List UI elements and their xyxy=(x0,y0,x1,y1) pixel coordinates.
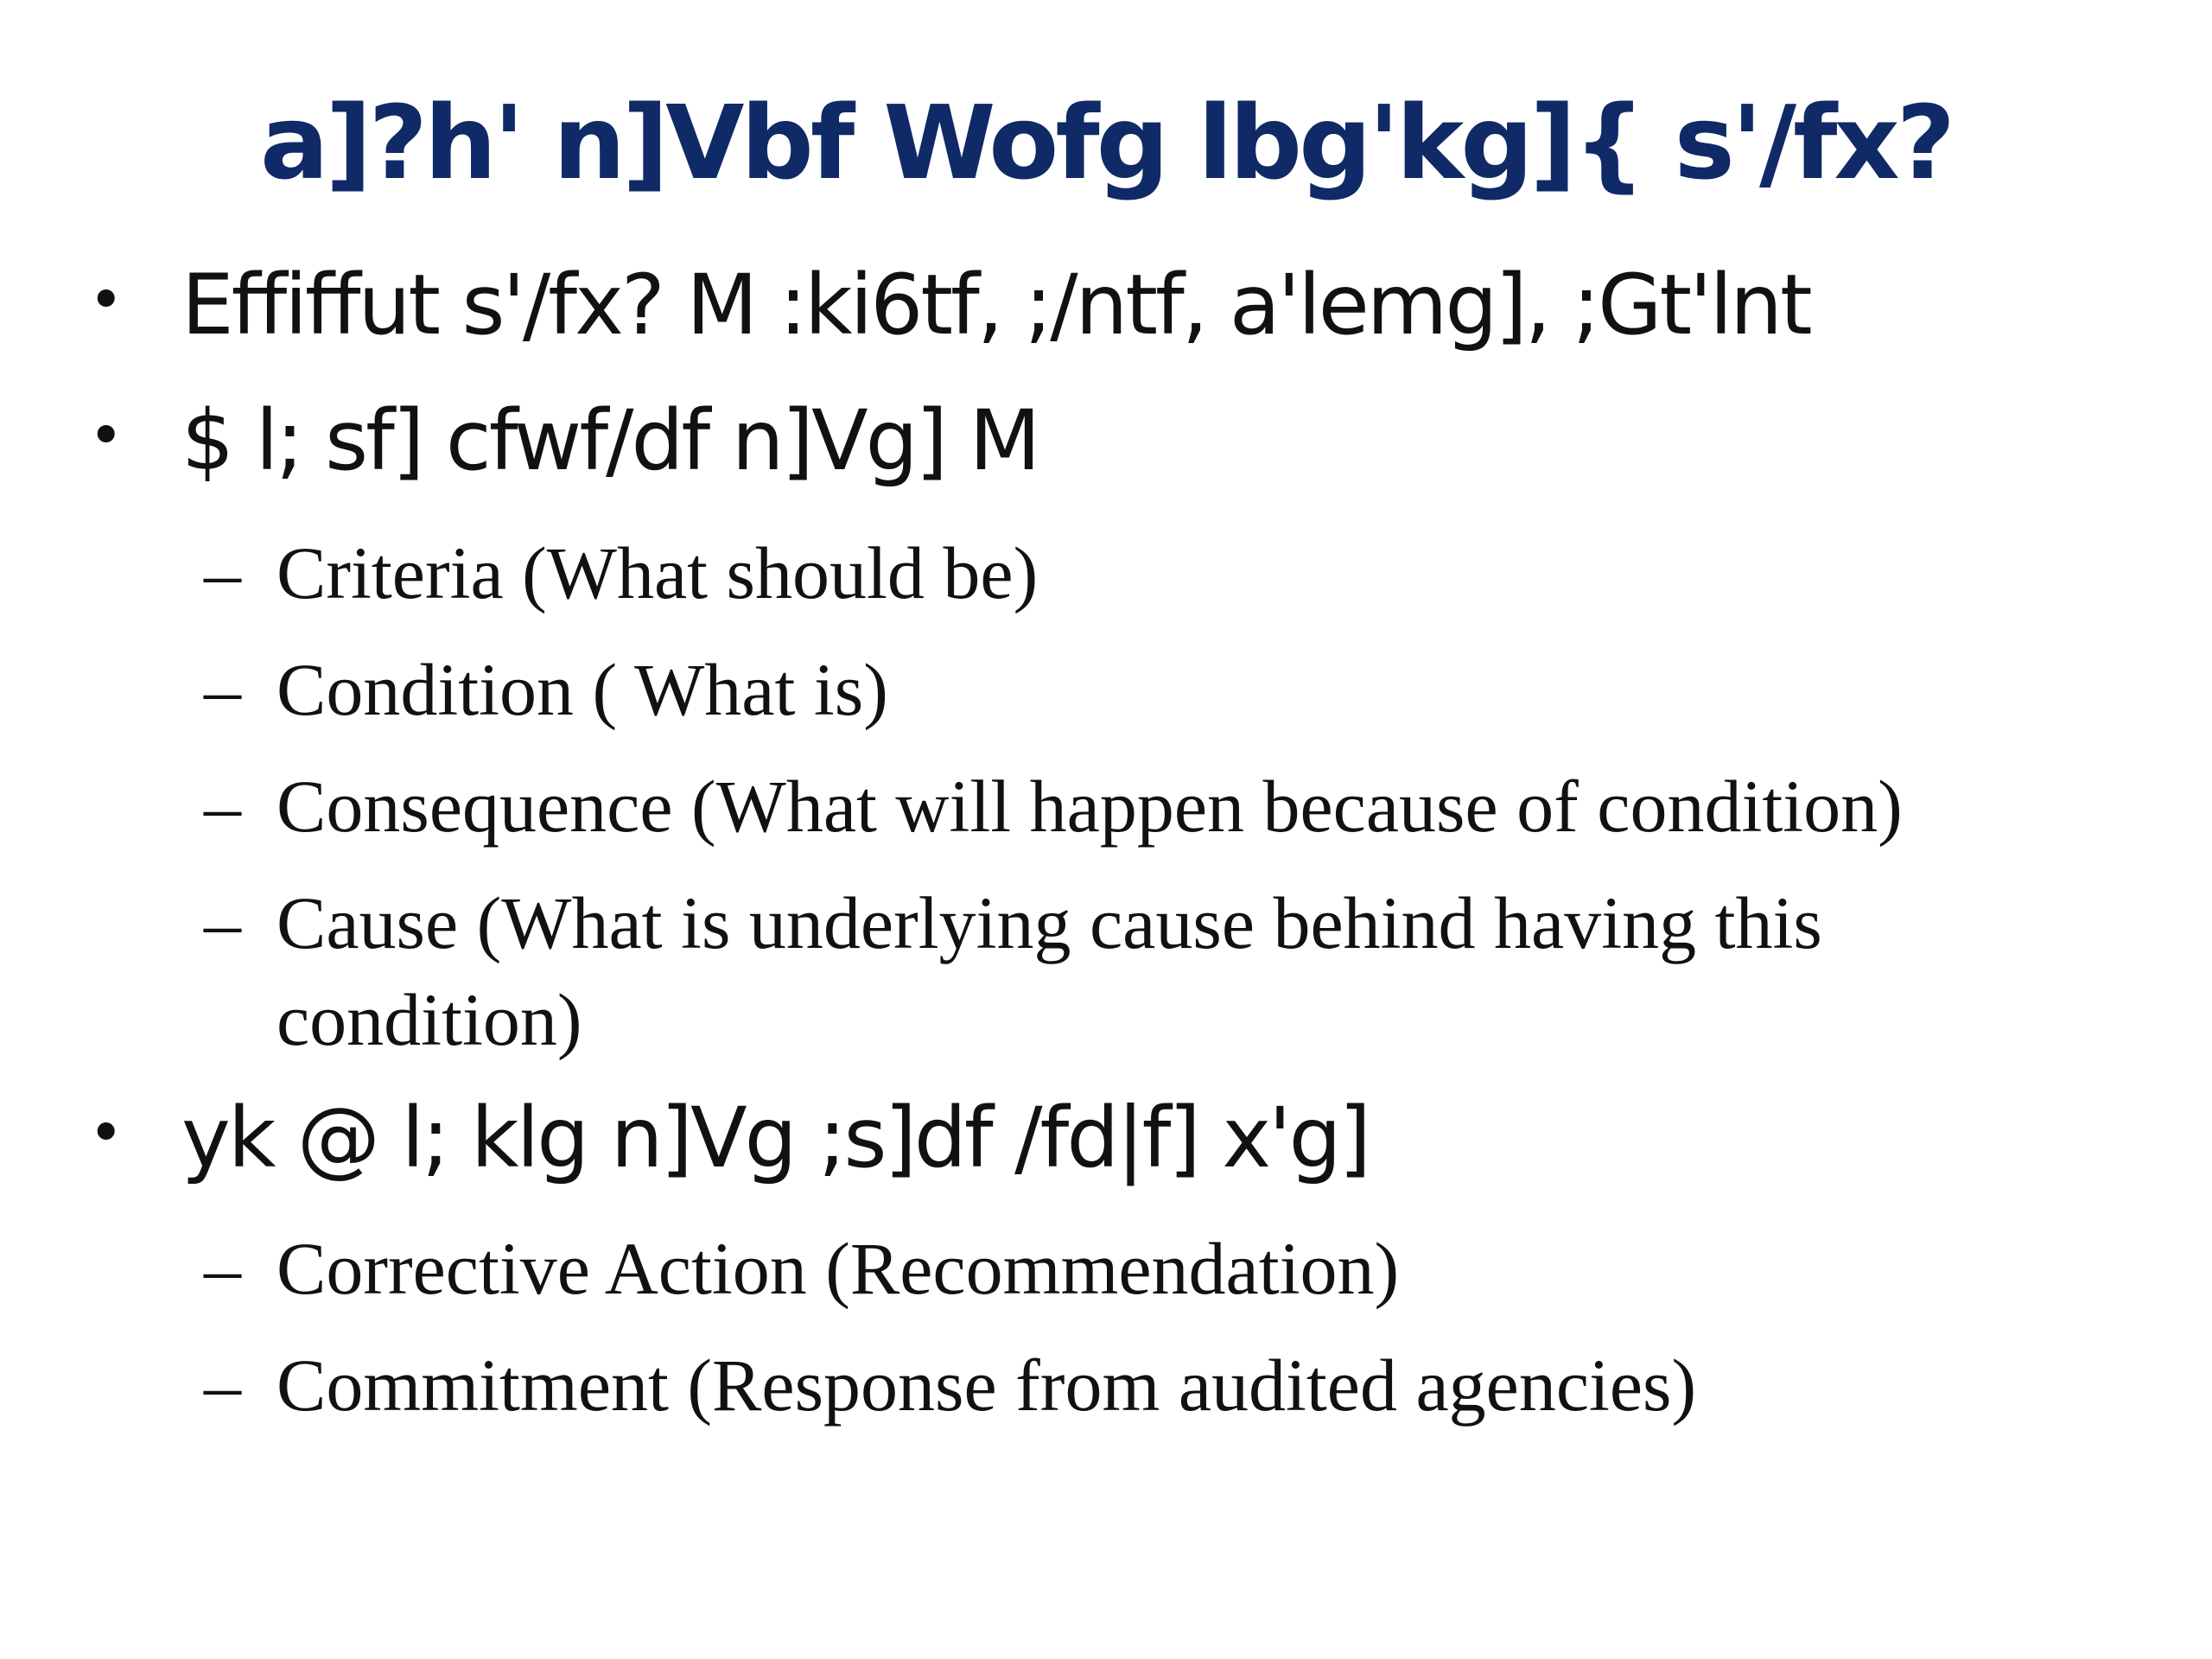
sub-bullet-text: Criteria (What should be) xyxy=(276,531,1039,614)
sub-bullet-text: Condition ( What is) xyxy=(276,648,888,731)
dash-icon: – xyxy=(204,1344,241,1427)
dash-icon: – xyxy=(204,1227,241,1310)
sub-bullet-text: Consequence (What will happen because of condition) xyxy=(276,765,1903,848)
dash-icon: – xyxy=(204,765,241,848)
bullet-icon: • xyxy=(93,394,119,474)
bullet-text: Effiffut s'/fx? M :ki6tf, ;/ntf, a'lemg], ;Gt'lnt xyxy=(181,257,1810,353)
dash-icon: – xyxy=(204,648,241,731)
sub-bullet-text: condition) xyxy=(276,978,582,1061)
bullet-icon: • xyxy=(93,258,119,339)
bullet-icon: • xyxy=(93,1091,119,1172)
sub-bullet-text: Commitment (Response from audited agencies) xyxy=(276,1344,1697,1427)
sub-bullet-text: Corrective Action (Recommendation) xyxy=(276,1227,1400,1310)
dash-icon: – xyxy=(204,881,241,964)
bullet-text: yk @ l; klg n]Vg ;s]df /fd|f] x'g] xyxy=(181,1090,1369,1186)
bullet-text: $ l; sf] cfwf/df n]Vg] M xyxy=(181,392,1039,489)
sub-bullet-text: Cause (What is underlying cause behind having this xyxy=(276,881,1822,964)
slide-title: a]?h' n]Vbf Wofg lbg'kg]{ s'/fx? xyxy=(259,83,1953,202)
dash-icon: – xyxy=(204,531,241,614)
